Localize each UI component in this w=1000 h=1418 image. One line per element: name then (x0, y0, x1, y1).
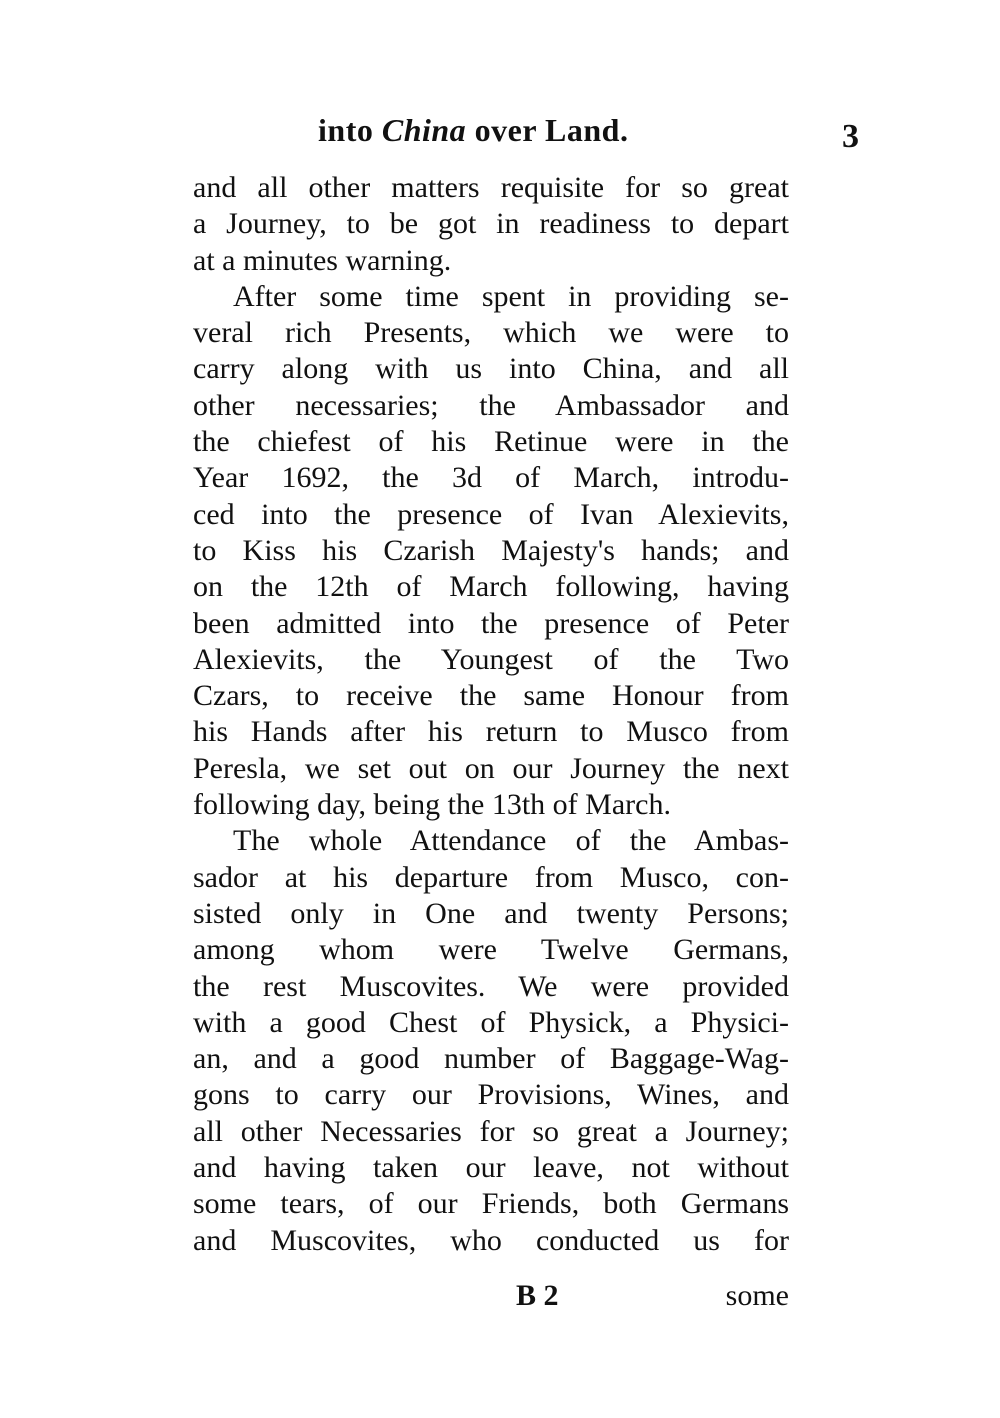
text-line: gons to carry our Provisions, Wines, and (193, 1078, 789, 1112)
signature-mark: B 2 (516, 1279, 559, 1312)
text-line: sador at his departure from Musco, con- (193, 860, 789, 894)
text-line: After some time spent in providing se- (233, 279, 789, 313)
text-line: some tears, of our Friends, both Germans (193, 1187, 789, 1221)
text-line: an, and a good number of Baggage-Wag- (193, 1042, 789, 1076)
text-line: ced into the presence of Ivan Alexievits, (193, 497, 789, 531)
text-line: on the 12th of March following, having (193, 570, 789, 604)
page-number: 3 (842, 118, 859, 155)
text-line: the rest Muscovites. We were provided (193, 969, 789, 1003)
text-line: Peresla, we set out on our Journey the next (193, 751, 789, 785)
text-line: all other Necessaries for so great a Journey; (193, 1114, 789, 1148)
text-line: The whole Attendance of the Ambas- (233, 824, 789, 858)
text-line: other necessaries; the Ambassador and (193, 388, 789, 422)
running-head-roman: into (318, 112, 382, 148)
body-text (193, 170, 789, 1259)
running-head-rest: over Land. (466, 112, 629, 148)
text-line: Year 1692, the 3d of March, introdu- (193, 461, 789, 495)
text-line: sisted only in One and twenty Persons; (193, 896, 789, 930)
text-line: with a good Chest of Physick, a Physici- (193, 1005, 789, 1039)
text-line: and all other matters requisite for so great (193, 171, 789, 204)
text-line: Alexievits, the Youngest of the Two (193, 642, 789, 676)
text-line: been admitted into the presence of Peter (193, 606, 789, 640)
text-line: following day, being the 13th of March. (193, 788, 671, 822)
text-line: Czars, to receive the same Honour from (193, 679, 789, 713)
text-line: veral rich Presents, which we were to (193, 316, 789, 350)
text-line: carry along with us into China, and all (193, 352, 789, 386)
text-line: at a minutes warning. (193, 243, 452, 277)
text-line: among whom were Twelve Germans, (193, 933, 789, 967)
text-line: the chiefest of his Retinue were in the (193, 425, 789, 459)
text-line: to Kiss his Czarish Majesty's hands; and (193, 533, 789, 567)
text-line: and having taken our leave, not without (193, 1151, 789, 1185)
running-head (318, 112, 628, 149)
text-line: his Hands after his return to Musco from (193, 715, 789, 749)
catchword: some (725, 1279, 789, 1312)
page-footer (193, 1278, 789, 1314)
text-line: and Muscovites, who conducted us for (193, 1223, 789, 1257)
text-line: a Journey, to be got in readiness to depart (193, 207, 789, 241)
running-head-italic: China (381, 112, 467, 148)
